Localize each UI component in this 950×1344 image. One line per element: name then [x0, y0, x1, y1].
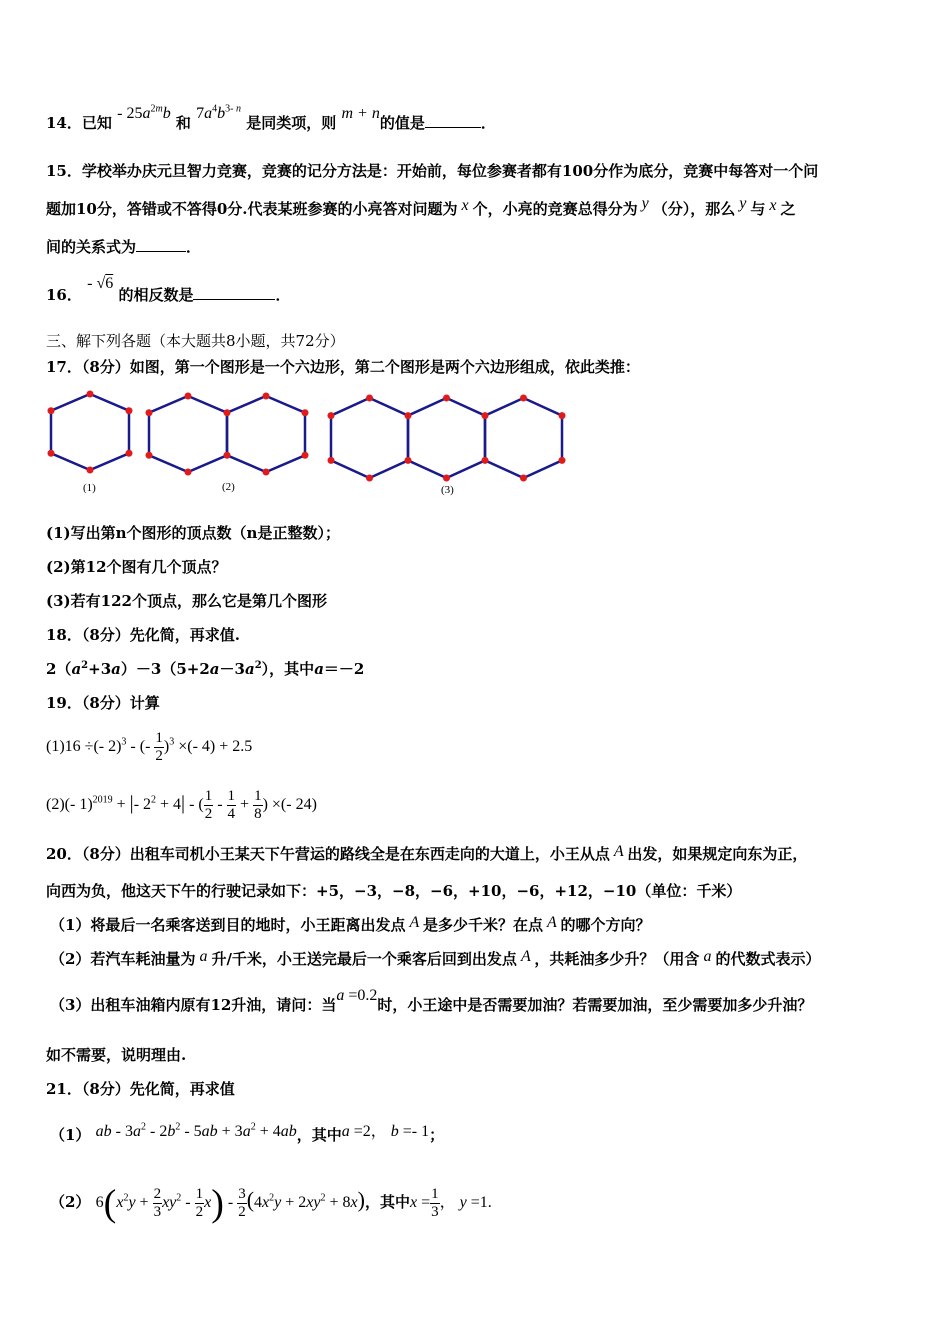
vertex-dot [559, 457, 566, 464]
vertex-dot [87, 467, 94, 474]
vertex-dot [559, 412, 566, 419]
expr-19-1: 16 ÷(- 2)$^3$ - (- $\frac{1}{2}$ )$^3$ ×(- 4) + 2.5 [64, 730, 253, 764]
question-19-part-2 [46, 788, 317, 823]
vertex-dot [405, 457, 412, 464]
q16-end: ． [275, 286, 291, 304]
question-15-line-1: 15．学校举办庆元旦智力竞赛，竞赛的记分方法是：开始前，每位参赛者都有100分作为底分，竞赛中每答对一个问 [46, 162, 819, 180]
vertex-dot [328, 457, 335, 464]
q20-text-4: 是多少千米？在点 [422, 916, 543, 934]
q14-end: ． [480, 114, 496, 132]
vertex-dot [185, 393, 192, 400]
vertex-dot [443, 475, 450, 482]
question-20-part-2 [50, 948, 820, 969]
q15-text-6: 间的关系式为 [46, 238, 137, 256]
var-y: y [735, 195, 751, 212]
q14-and: 和 [175, 114, 191, 132]
question-16 [46, 275, 291, 305]
q16-text: 的相反数是 [118, 286, 194, 304]
q14-text-2: 是同类项，则 [246, 114, 337, 132]
condition-18: a＝－2 [314, 660, 365, 678]
hexagon-fig3-3 [485, 398, 562, 478]
var-x: x [457, 197, 473, 214]
q15-text-5: 之 [780, 200, 796, 218]
point-A: A [542, 914, 561, 931]
var-x: x [765, 197, 781, 214]
part-label: (2) [46, 796, 65, 814]
question-20-line-end: 如不需要，说明理由. [46, 1046, 187, 1064]
question-18-expression [46, 658, 364, 679]
vertex-dot [185, 469, 192, 476]
q20-text-11: 时，小王途中是否需要加油？若需要加油，至少需要加多少升油？ [377, 996, 813, 1014]
question-17-stem: 17．（8分）如图，第一个图形是一个六边形，第二个图形是两个六边形组成，依此类推： [46, 358, 640, 376]
var-y: y [637, 195, 653, 212]
part-label: （2） [50, 1193, 91, 1212]
vertex-dot [224, 452, 231, 459]
vertex-dot [302, 409, 309, 416]
question-20-part-3 [50, 987, 813, 1015]
vertex-dot [224, 409, 231, 416]
hexagon-fig2-1 [149, 396, 227, 472]
vertex-dot [263, 393, 270, 400]
figure-label-2: (2) [222, 481, 235, 493]
question-20-line-2: 向西为负，他这天下午的行驶记录如下：+5，−3，−8，−6，+10，−6，+12，−10（单位：千米） [46, 882, 742, 900]
vertex-dot [146, 409, 153, 416]
expr-19-2: (- 1)$^{2019}$ + |- $2^2 + 4|$ - ( $\frac{1}{2}$ - $\frac{1}{4}$ + $\frac{1}{8}$ ) ×(- 24) [64, 788, 317, 822]
vertex-dot [366, 395, 373, 402]
q20-text-6: （2）若汽车耗油量为 [50, 950, 196, 968]
question-number: 14． [46, 114, 82, 132]
vertex-dot [482, 457, 489, 464]
question-14 [46, 103, 496, 133]
q20-text-2: 出发，如果规定向东为正， [627, 845, 808, 863]
q14-text-3: 的值是 [379, 114, 425, 132]
q20-text-7: 升/千米，小王送完最后一个乘客后回到出发点 [211, 950, 517, 968]
condition-21-1: a =2， b =- 1 [341, 1123, 430, 1140]
q21-text-2: ，其中 [364, 1193, 410, 1212]
q20-text-5: 的哪个方向？ [560, 916, 651, 934]
question-18-stem: 18．（8分）先化简，再求值. [46, 626, 241, 644]
expr-21-2: $6(x^2y$ + $\frac{2}{3}$ $xy^2$ - $\frac{1}{2}$ x) - $\frac{3}{2}$ $(4x^2y + 2xy^2 + 8x)$ [95, 1182, 365, 1225]
question-15-line-3 [46, 236, 201, 257]
term-2: $7a^4b^{3- n}$ [196, 103, 242, 122]
q15-text-2: 个，小亮的竞赛总得分为 [472, 200, 638, 218]
q20-text-10: （3）出租车油箱内原有12升油，请问：当 [50, 996, 337, 1014]
question-20-part-1 [50, 914, 650, 935]
vertex-dot [87, 391, 94, 398]
question-21-stem: 21．（8分）先化简，再求值 [46, 1080, 235, 1098]
answer-blank [136, 237, 186, 252]
vertex-dot [482, 412, 489, 419]
vertex-dot [520, 475, 527, 482]
var-a: a [195, 948, 212, 965]
q14-text: 已知 [81, 114, 112, 132]
hexagon-fig1-1 [51, 394, 129, 470]
vertex-dot [263, 469, 270, 476]
question-21-part-1: （1） ab - $3a^2 - 2b^2 - 5ab + 3a^2 + 4ab$，其中a =2， b =- 1； [50, 1121, 445, 1144]
vertex-dot [366, 475, 373, 482]
point-A: A [609, 843, 628, 860]
vertex-dot [126, 450, 133, 457]
condition-a: a =0.2 [336, 987, 378, 1004]
expr-m-plus-n: m + n [341, 105, 380, 122]
q15-text: 题加10分，答错或不答得0分.代表某班参赛的小亮答对问题为 [46, 200, 458, 218]
q15-text-3: （分），那么 [652, 200, 736, 218]
answer-blank [425, 113, 481, 128]
question-19-stem: 19．（8分）计算 [46, 694, 160, 712]
section-heading: 三、解下列各题（本大题共8小题，共72分） [46, 332, 345, 350]
point-A: A [405, 914, 423, 931]
expr-21-1: ab - $3a^2 - 2b^2 - 5ab + 3a^2 + 4ab$ [95, 1121, 297, 1140]
figure-label-1: (1) [83, 482, 96, 494]
expr-18: $2(a^2+3a)-3(5+2a-3a^2)$ [46, 660, 270, 678]
vertex-dot [302, 452, 309, 459]
hexagon-fig2-2 [227, 396, 305, 472]
vertex-dot [126, 407, 133, 414]
question-21-part-2 [50, 1182, 492, 1225]
hexagon-fig3-1 [331, 398, 408, 478]
neg-sqrt-6: - √6 [87, 275, 114, 292]
vertex-dot [443, 395, 450, 402]
question-15-line-2 [46, 195, 796, 219]
vertex-dot [328, 412, 335, 419]
question-17-part-1: (1)写出第n个图形的顶点数（n是正整数）； [46, 524, 340, 542]
question-17-part-3: (3)若有122个顶点，那么它是第几个图形 [46, 592, 327, 610]
part-label: (1) [46, 738, 65, 756]
hexagon-figure [40, 388, 580, 503]
question-19-part-1 [46, 730, 252, 765]
vertex-dot [520, 395, 527, 402]
q20-text: 20．（8分）出租车司机小王某天下午营运的路线全是在东西走向的大道上，小王从点 [46, 845, 610, 863]
vertex-dot [405, 412, 412, 419]
vertex-dot [48, 450, 55, 457]
vertex-dot [48, 407, 55, 414]
q20-text-8: ，共耗油多少升？（用含 [534, 950, 700, 968]
q15-end: ． [186, 238, 202, 256]
figure-label-3: (3) [441, 484, 454, 496]
question-17-part-2: (2)第12个图有几个顶点？ [46, 558, 227, 576]
condition-21-2: x = $\frac{1}{3}$ ， y =1. [409, 1186, 492, 1220]
term-1: - $25a^{2m}b$ [117, 103, 171, 122]
answer-blank [193, 285, 275, 300]
q18-text: ，其中 [269, 660, 315, 678]
q20-text-3: （1）将最后一名乘客送到目的地时，小王距离出发点 [50, 916, 406, 934]
q20-text-9: 的代数式表示） [715, 950, 821, 968]
question-number: 16． [46, 286, 82, 304]
q15-text-4: 与 [750, 200, 766, 218]
var-a: a [699, 948, 716, 965]
hexagon-fig3-2 [408, 398, 485, 478]
point-A: A [516, 948, 535, 965]
vertex-dot [146, 452, 153, 459]
q21-text: ，其中 [296, 1126, 342, 1144]
question-20-line-1 [46, 843, 807, 864]
part-label: （1） [50, 1126, 91, 1144]
